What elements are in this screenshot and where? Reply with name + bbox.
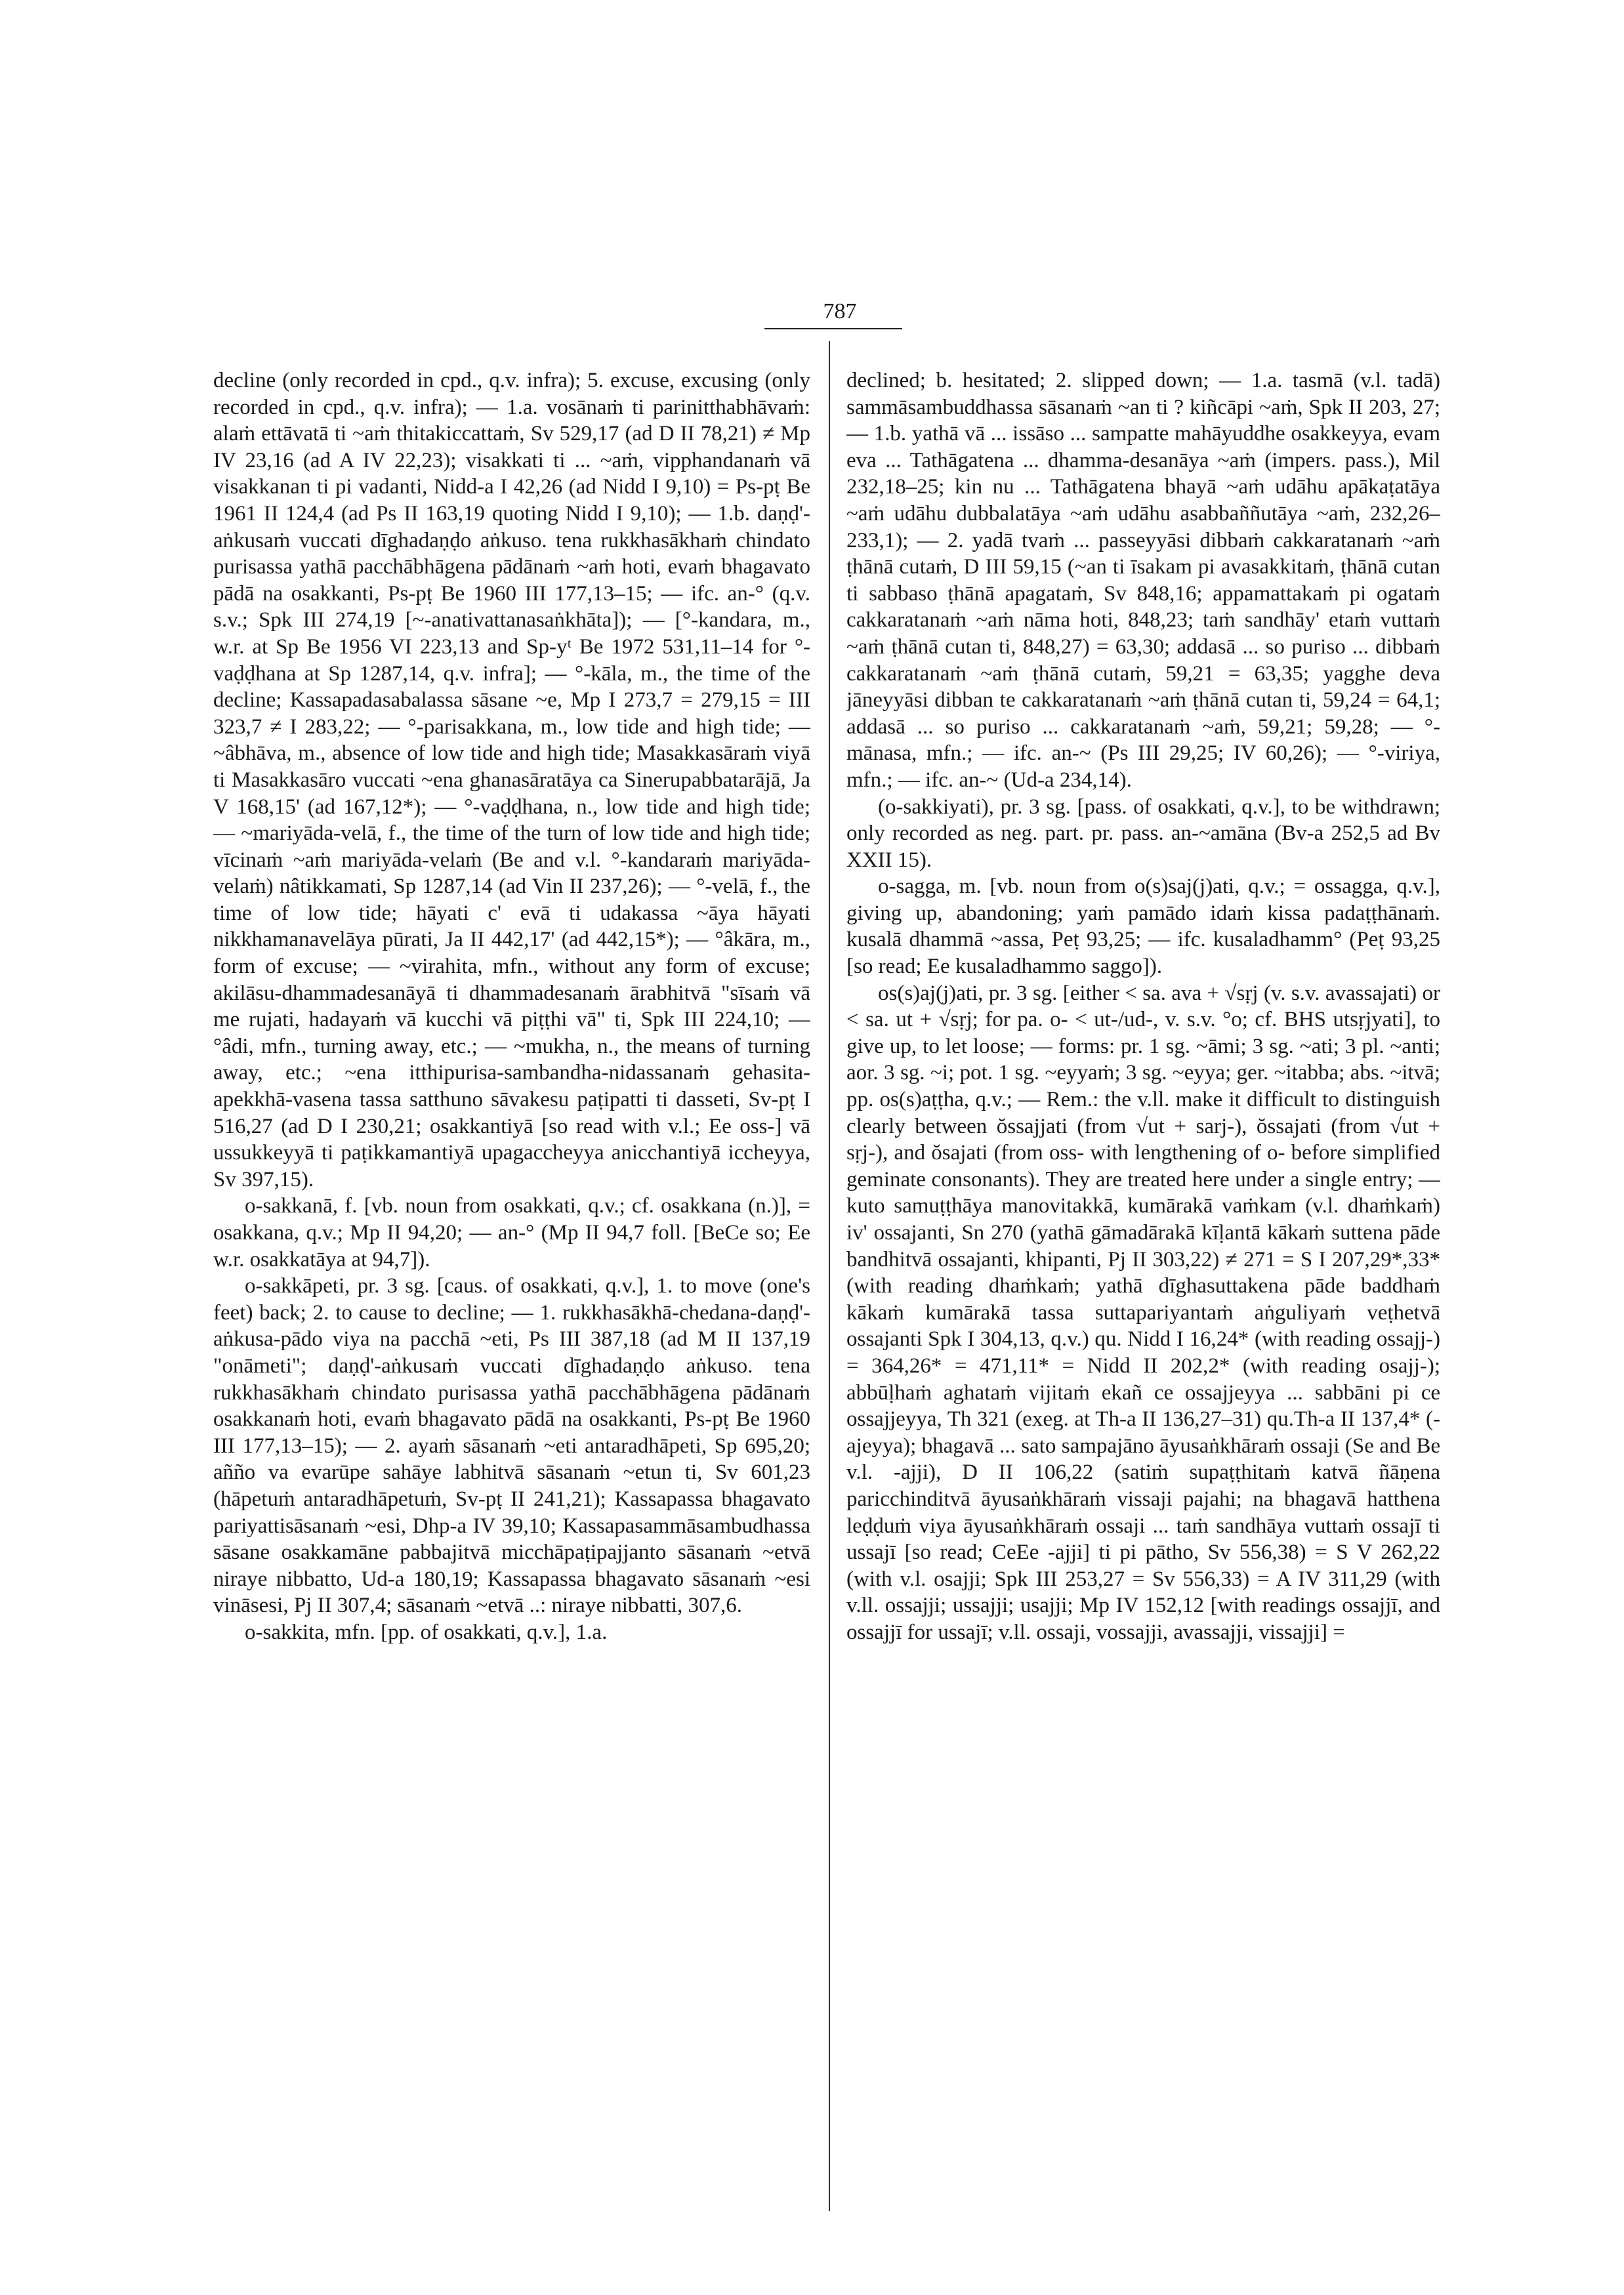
column-divider	[829, 341, 830, 2211]
right-entry-paragraph: declined; b. hesitated; 2. slipped down; — 1.a. tasmā (v.l. tadā) sammāsambuddhassa sāsanaṁ ~an ti ? kiñcāpi ~aṁ, Spk II 203, 27; — 1.b. yathā vā ... issāso ... sampatte mahāyuddhe osakkeyya, evam eva ... Tathāgatena ... dhamma-desanāya ~aṁ (impers. pass.), Mil 232,18–25; kin nu ... Tathāgatena bhayā ~aṁ udāhu apākaṭatāya ~aṁ udāhu dubbalatāya ~aṁ udāhu asabbaññutāya ~aṁ, 232,26–233,1); — 2. yadā tvaṁ ... passeyyāsi dibbaṁ cakkaratanaṁ ~aṁ ṭhānā cutaṁ, D III 59,15 (~an ti īsakam pi avasakkitaṁ, ṭhānā cutan ti sabbaso ṭhānā apagataṁ, Sv 848,16; appamattakaṁ pi ogataṁ cakkaratanaṁ ~aṁ nāma hoti, 848,23; taṁ sandhāy' etaṁ vuttaṁ ~aṁ ṭhānā cutan ti, 848,27) = 63,30; addasā ... so puriso ... dibbaṁ cakkaratanaṁ ~aṁ ṭhānā cutaṁ, 59,21 = 63,35; yagghe deva jāneyyāsi dibban te cakkaratanaṁ ~aṁ ṭhānā cutan ti, 59,24 = 64,1; addasā ... so puriso ... cakkaratanaṁ ~aṁ, 59,21; 59,28; — °-mānasa, mfn.; — ifc. an-~ (Ps III 29,25; IV 60,26); — °-viriya, mfn.; — ifc. an-~ (Ud-a 234,14).	[846, 369, 1440, 792]
page-number: 787	[823, 299, 857, 323]
right-entry-paragraph: o-sagga, m. [vb. noun from o(s)saj(j)ati, q.v.; = ossagga, q.v.], giving up, abandoning; yaṁ pamādo idaṁ kissa padaṭṭhānaṁ. kusalā dhammā ~assa, Peṭ 93,25; — ifc. kusaladhamm° (Peṭ 93,25 [so read; Ee kusaladhammo saggo]).	[846, 875, 1440, 979]
left-column	[213, 367, 810, 2204]
left-entry-paragraph: decline (only recorded in cpd., q.v. infra); 5. excuse, excusing (only recorded in cpd., q.v. infra); — 1.a. vosānaṁ ti parinitthabhāvaṁ: alaṁ ettāvatā ti ~aṁ thitakiccattaṁ, Sv 529,17 (ad D II 78,21) ≠ Mp IV 23,16 (ad A IV 22,23); visakkati ti ... ~aṁ, vipphandanaṁ vā visakkanan ti pi vadanti, Nidd-a I 42,26 (ad Nidd I 9,10) = Ps-pṭ Be 1961 II 124,4 (ad Ps II 163,19 quoting Nidd I 9,10); — 1.b. daṇḍ'-aṅkusaṁ vuccati dīghadaṇḍo aṅkuso. tena rukkhasākhaṁ chindato purisassa yathā pacchābhāgena pādānaṁ ~aṁ hoti, evaṁ bhagavato pādā na osakkanti, Ps-pṭ Be 1960 III 177,13–15; — ifc. an-° (q.v. s.v.; Spk III 274,19 [~-anativattanasaṅkhāta]); — [°-kandara, m., w.r. at Sp Be 1956 VI 223,13 and Sp-yᵗ Be 1972 531,11–14 for °-vaḍḍhana at Sp 1287,14, q.v. infra]; — °-kāla, m., the time of the decline; Kassapadasabalassa sāsane ~e, Mp I 273,7 = 279,15 = III 323,7 ≠ I 283,22; — °-parisakkana, m., low tide and high tide; — ~âbhāva, m., absence of low tide and high tide; Masakkasāraṁ viyā ti Masakkasāro vuccati ~ena ghanasāratāya ca Sinerupabbatarājā, Ja V 168,15' (ad 167,12*); — °-vaḍḍhana, n., low tide and high tide; — ~mariyāda-velā, f., the time of the turn of low tide and high tide; vīcinaṁ ~aṁ mariyāda-velaṁ (Be and v.l. °-kandaraṁ mariyāda-velaṁ) nâtikkamati, Sp 1287,14 (ad Vin II 237,26); — °-velā, f., the time of low tide; hāyati c' evā ti udakassa ~āya hāyati nikkhamanavelāya pūrati, Ja II 442,17' (ad 442,15*); — °âkāra, m., form of excuse; — ~virahita, mfn., without any form of excuse; akilāsu-dhammadesanāyā ti dhammadesanaṁ ārabhitvā "sīsaṁ vā me rujati, hadayaṁ vā kucchi vā piṭṭhi vā" ti, Spk III 224,10; — °âdi, mfn., turning away, etc.; — ~mukha, n., the means of turning away, etc.; ~ena itthipurisa-sambandha-nidassanaṁ gehasita-apekkhā-vasena tassa satthuno sāvakesu paṭipatti ti dasseti, Sv-pṭ I 516,27 (ad D I 230,21; osakkantiyā [so read with v.l.; Ee oss-] vā ussukkeyyā ti paṭikkamantiyā upagaccheyya anicchantiyā iccheyya, Sv 397,15).	[213, 369, 810, 1191]
right-column	[846, 367, 1440, 2204]
left-entry-paragraph: o-sakkanā, f. [vb. noun from osakkati, q.v.; cf. osakkana (n.)], = osakkana, q.v.; Mp II 94,20; — an-° (Mp II 94,7 foll. [BeCe so; Ee w.r. osakkatāya at 94,7]).	[213, 1194, 810, 1272]
page-number-rule	[764, 328, 902, 329]
right-entry-paragraph: os(s)aj(j)ati, pr. 3 sg. [either < sa. ava + √sṛj (v. s.v. avassajati) or < sa. ut + √sṛj; for pa. o- < ut-/ud-, v. s.v. °o; cf. BHS utsṛjyati], to give up, to let loose; — forms: pr. 1 sg. ~āmi; 3 sg. ~ati; 3 pl. ~anti; aor. 3 sg. ~i; pot. 1 sg. ~eyyaṁ; 3 sg. ~eyya; ger. ~itabba; abs. ~itvā; pp. os(s)aṭṭha, q.v.; — Rem.: the v.ll. make it difficult to distinguish clearly between ŏssajjati (from √ut + sarj-), ŏssajati (from √ut + sṛj-), and ŏsajati (from oss- with lengthening of o- before simplified geminate consonants). They are treated here under a single entry; — kuto samuṭṭhāya manovitakkā, kumārakā vaṁkam (v.l. dhaṁkaṁ) iv' ossajanti, Sn 270 (yathā gāmadārakā kīḷantā kākaṁ suttena pāde bandhitvā ossajanti, khipanti, Pj II 303,22) ≠ 271 = S I 207,29*,33* (with reading dhaṁkaṁ; yathā dīghasuttakena pāde baddhaṁ kākaṁ kumārakā tassa suttapariyantaṁ aṅguliyaṁ veṭhetvā ossajanti Spk I 304,13, q.v.) qu. Nidd I 16,24* (with reading ossajj-) = 364,26* = 471,11* = Nidd II 202,2* (with reading osajj-); abbūḷhaṁ aghataṁ vijitaṁ ekañ ce ossajjeyya ... sabbāni pi ce ossajjeyya, Th 321 (exeg. at Th-a II 136,27–31) qu.Th-a II 137,4* (-ajeyya); bhagavā ... sato sampajāno āyusaṅkhāraṁ ossaji (Se and Be v.l. -ajji), D II 106,22 (satiṁ supaṭṭhitaṁ katvā ñāṇena paricchinditvā āyusaṅkhāraṁ vissaji pajahi; na bhagavā hatthena leḍḍuṁ viya āyusaṅkhāraṁ ossaji ... taṁ sandhāya vuttaṁ ossajī ti ussajī [so read; CeEe -ajji] ti pi pātho, Sv 556,38) = S V 262,22 (with v.l. osajji; Spk III 253,27 = Sv 556,33) = A IV 311,29 (with v.ll. ossajji; ussajji; usajji; Mp IV 152,12 [with readings ossajjī, and ossajjī for ussajī; v.ll. ossaji, vossajji, avassajji, vissajji] =	[846, 981, 1440, 1644]
left-entry-paragraph: o-sakkāpeti, pr. 3 sg. [caus. of osakkati, q.v.], 1. to move (one's feet) back; 2. to cause to decline; — 1. rukkhasākhā-chedana-daṇḍ'-aṅkusa-pādo viya na pacchā ~eti, Ps III 387,18 (ad M II 137,19 "onāmeti"; daṇḍ'-aṅkusaṁ vuccati dīghadaṇḍo aṅkuso. tena rukkhasākhaṁ chindato purisassa yathā pacchābhāgena pādānaṁ osakkanaṁ hoti, evaṁ bhagavato pādā na osakkanti, Ps-pṭ Be 1960 III 177,13–15); — 2. ayaṁ sāsanaṁ ~eti antaradhāpeti, Sp 695,20; añño va evarūpe sahāye labhitvā sāsanaṁ ~etun ti, Sv 601,23 (hāpetuṁ antaradhāpetuṁ, Sv-pṭ II 241,21); Kassapassa bhagavato pariyattisāsanaṁ ~esi, Dhp-a IV 39,10; Kassapasammāsambudhassa sāsane osakkamāne pabbajitvā micchāpaṭipajjanto sāsanaṁ ~etvā niraye nibbatto, Ud-a 180,19; Kassapassa bhagavato sāsanaṁ ~esi vināsesi, Pj II 307,4; sāsanaṁ ~etvā ..: niraye nibbatti, 307,6.	[213, 1274, 810, 1618]
right-entry-paragraph: (o-sakkiyati), pr. 3 sg. [pass. of osakkati, q.v.], to be withdrawn; only recorded as neg. part. pr. pass. an-~amāna (Bv-a 252,5 ad Bv XXII 15).	[846, 795, 1440, 872]
left-entry-paragraph: o-sakkita, mfn. [pp. of osakkati, q.v.], 1.a.	[245, 1620, 608, 1644]
